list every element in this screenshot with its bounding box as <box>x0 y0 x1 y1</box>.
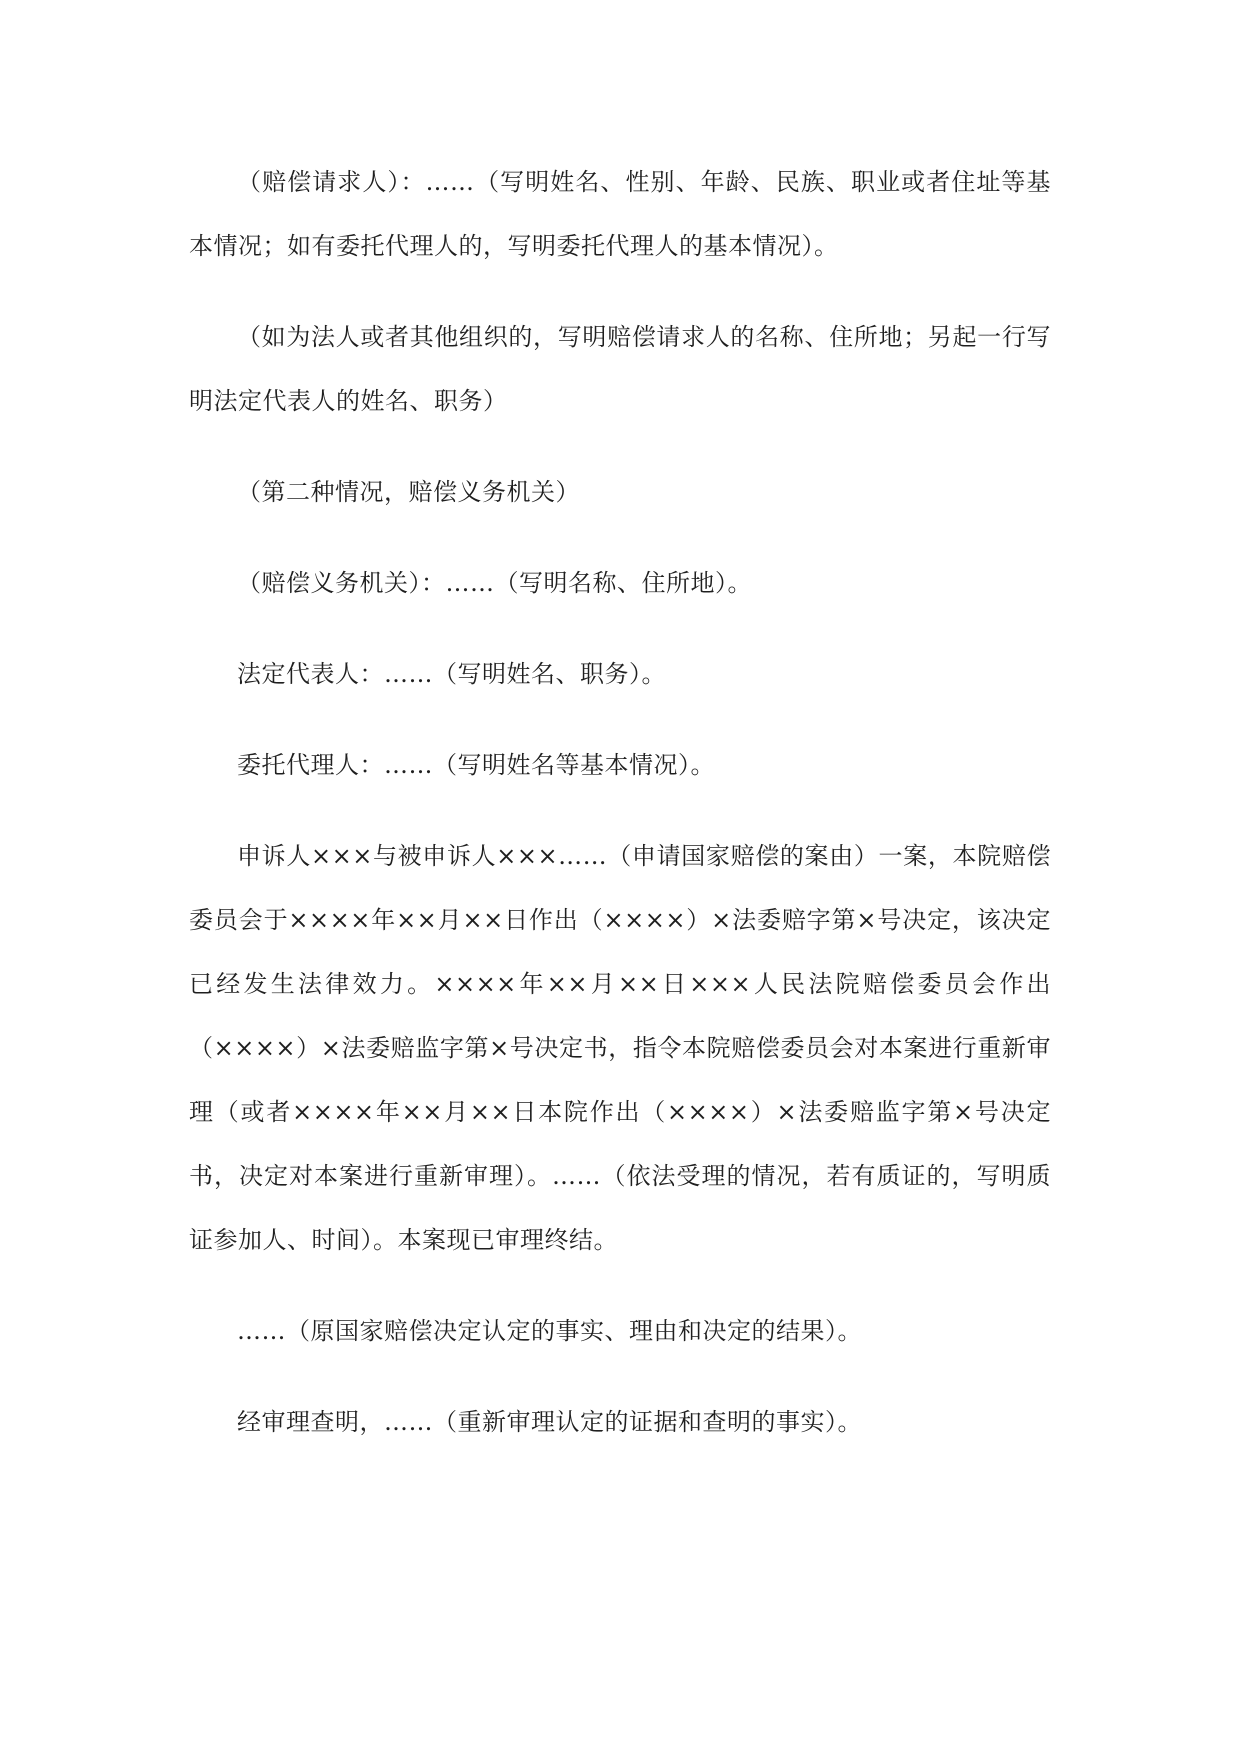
paragraph-case-summary: 申诉人×××与被申诉人×××……（申请国家赔偿的案由）一案，本院赔偿委员会于××××年××月××日作出（××××）×法委赔字第×号决定，该决定已经发生法律效力。××××年××月××日×××人民法院赔偿委员会作出（××××）×法委赔监字第×号决定书，指令本院赔偿委员会对本案进行重新审理（或者××××年××月××日本院作出（××××）×法委赔监字第×号决定书，决定对本案进行重新审理）。……（依法受理的情况，若有质证的，写明质证参加人、时间）。本案现已审理终结。 <box>189 842 1051 1254</box>
paragraph-agent: 委托代理人：……（写明姓名等基本情况）。 <box>237 751 715 779</box>
paragraph-obligor: （赔偿义务机关）：……（写明名称、住所地）。 <box>237 569 752 597</box>
paragraph-claimant: （赔偿请求人）：……（写明姓名、性别、年龄、民族、职业或者住址等基本情况；如有委托代理人的，写明委托代理人的基本情况）。 <box>189 168 1051 260</box>
document-body <box>189 150 1051 1481</box>
paragraph-findings: 经审理查明，……（重新审理认定的证据和查明的事实）。 <box>237 1408 862 1436</box>
paragraph-original-decision: ……（原国家赔偿决定认定的事实、理由和决定的结果）。 <box>237 1317 862 1345</box>
paragraph-second-case: （第二种情况，赔偿义务机关） <box>237 478 580 506</box>
paragraph-legal-rep: 法定代表人：……（写明姓名、职务）。 <box>237 660 666 688</box>
paragraph-legal-entity: （如为法人或者其他组织的，写明赔偿请求人的名称、住所地；另起一行写明法定代表人的姓名、职务） <box>189 323 1051 415</box>
